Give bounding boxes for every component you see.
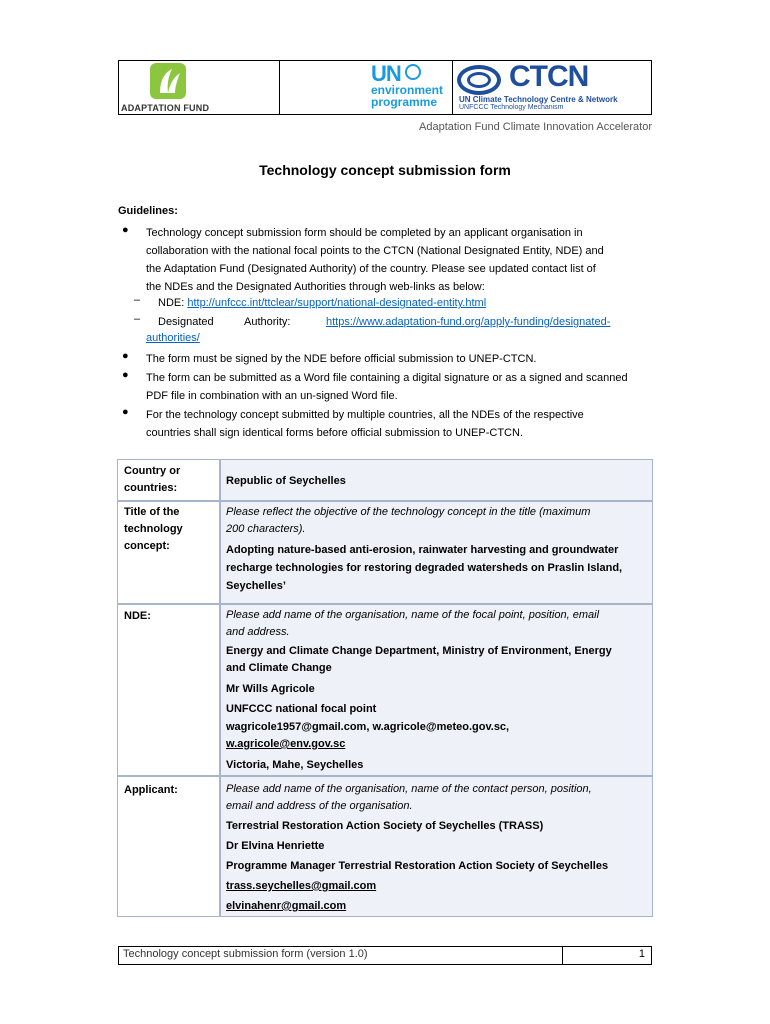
logo-divider xyxy=(452,61,453,114)
bullet-icon: ● xyxy=(122,369,129,381)
text-line: Energy and Climate Change Department, Ministry of Environment, Energy xyxy=(226,645,612,657)
unep-logo-text xyxy=(371,84,443,108)
guideline-bullet-1 xyxy=(146,224,652,296)
nde-link[interactable]: http://unfccc.int/ttclear/support/national-designated-entity.html xyxy=(187,297,487,309)
text-line: Please reflect the objective of the technology concept in the title (maximum xyxy=(226,506,591,518)
nde-email-link[interactable]: w.agricole@env.gov.sc xyxy=(226,738,346,750)
footer-divider xyxy=(562,947,563,964)
text-line: For the technology concept submitted by multiple countries, all the NDEs of the respective xyxy=(146,409,584,421)
header-logo-box xyxy=(118,60,652,115)
text-line: The form can be submitted as a Word file containing a digital signature or as a signed and scanned xyxy=(146,372,628,384)
text-line: 200 characters). xyxy=(226,523,306,535)
guideline-bullet-3 xyxy=(146,369,652,405)
text-line: Adopting nature-based anti-erosion, rainwater harvesting and groundwater xyxy=(226,544,619,556)
accelerator-heading: Adaptation Fund Climate Innovation Accelerator xyxy=(419,121,652,133)
applicant-organisation: Terrestrial Restoration Action Society of Seychelles (TRASS) xyxy=(226,820,544,832)
applicant-person: Dr Elvina Henriette xyxy=(226,840,325,852)
text-line: concept: xyxy=(124,540,170,552)
nde-position: UNFCCC national focal point xyxy=(226,703,377,715)
bullet-icon: ● xyxy=(122,224,129,236)
guidelines-label: Guidelines: xyxy=(118,205,178,217)
text-line: Seychelles’ xyxy=(226,580,286,592)
guideline-bullet-2: The form must be signed by the NDE before official submission to UNEP-CTCN. xyxy=(146,353,537,365)
text-line: and Climate Change xyxy=(226,662,332,674)
adaptation-fund-logo-text: ADAPTATION FUND xyxy=(121,103,210,113)
text-line: email and address of the organisation. xyxy=(226,800,413,812)
unep-logo-un: UN xyxy=(371,61,401,86)
text-line: wagricole1957@gmail.com, w.agricole@meteo.gov.sc, xyxy=(226,721,510,733)
footer xyxy=(118,946,652,965)
text-line: Country or xyxy=(124,465,181,477)
text-line: the Adaptation Fund (Designated Authority) of the country. Please see updated contact list of xyxy=(146,263,596,275)
table-cell-label xyxy=(118,605,219,775)
da-label-2: Authority: xyxy=(244,316,291,328)
bullet-icon: ● xyxy=(122,406,129,418)
ctcn-emblem-inner-icon xyxy=(467,72,491,88)
ctcn-logo-word: CTCN xyxy=(509,60,589,93)
footer-label: Technology concept submission form (version 1.0) xyxy=(123,948,368,960)
dash-icon: – xyxy=(134,294,141,306)
applicant-hint xyxy=(226,781,592,815)
text-line: the NDEs and the Designated Authorities through web-links as below: xyxy=(146,281,485,293)
nde-hint xyxy=(226,607,599,641)
unep-globe-icon xyxy=(405,64,421,80)
country-label xyxy=(124,463,180,497)
da-label: Designated xyxy=(158,316,214,328)
applicant-email-link[interactable]: trass.seychelles@gmail.com xyxy=(226,880,377,892)
text-line: Please add name of the organisation, name of the focal point, position, email xyxy=(226,609,600,621)
da-link[interactable]: https://www.adaptation-fund.org/apply-funding/designated- xyxy=(326,316,611,328)
text-line: PDF file in combination with an un-signed Word file. xyxy=(146,390,398,402)
nde-address: Victoria, Mahe, Seychelles xyxy=(226,759,364,771)
country-value: Republic of Seychelles xyxy=(226,475,346,487)
nde-person: Mr Wills Agricole xyxy=(226,683,315,695)
text-line: countries: xyxy=(124,482,178,494)
text-line: technology xyxy=(124,523,183,535)
guideline-bullet-4 xyxy=(146,406,652,442)
logo-divider xyxy=(279,61,280,114)
text-line: Technology concept submission form should be completed by an applicant organisation in xyxy=(146,227,583,239)
nde-link-line xyxy=(158,294,486,312)
text-line: Please add name of the organisation, name of the contact person, position, xyxy=(226,783,592,795)
nde-emails xyxy=(226,719,509,753)
nde-link-label: NDE: xyxy=(158,297,188,309)
nde-organisation xyxy=(226,643,612,677)
adaptation-fund-leaf-icon xyxy=(150,63,186,99)
ctcn-logo-subtitle-2: UNFCCC Technology Mechanism xyxy=(459,104,564,111)
title-hint xyxy=(226,504,590,538)
applicant-label: Applicant: xyxy=(124,784,178,796)
text-line: countries shall sign identical forms before official submission to UNEP-CTCN. xyxy=(146,427,523,439)
title-label xyxy=(124,504,183,555)
text-line: Title of the xyxy=(124,506,180,518)
page-title: Technology concept submission form xyxy=(259,162,511,178)
unep-logo-line3: programme xyxy=(371,95,438,109)
text-line: recharge technologies for restoring degraded watersheds on Praslin Island, xyxy=(226,562,623,574)
unep-logo-line2: environment xyxy=(371,83,444,97)
nde-label: NDE: xyxy=(124,610,151,622)
page-number: 1 xyxy=(638,948,645,960)
applicant-position: Programme Manager Terrestrial Restoration Action Society of Seychelles xyxy=(226,860,609,872)
da-link-continued[interactable]: authorities/ xyxy=(146,332,200,344)
dash-icon: – xyxy=(134,313,141,325)
ctcn-logo-subtitle: UN Climate Technology Centre & Network xyxy=(459,95,618,104)
text-line: and address. xyxy=(226,626,290,638)
bullet-icon: ● xyxy=(122,350,129,362)
applicant-email-link-2[interactable]: elvinahenr@gmail.com xyxy=(226,900,347,912)
title-value xyxy=(226,541,622,595)
text-line: collaboration with the national focal points to the CTCN (National Designated Entity, NDE) and xyxy=(146,245,604,257)
